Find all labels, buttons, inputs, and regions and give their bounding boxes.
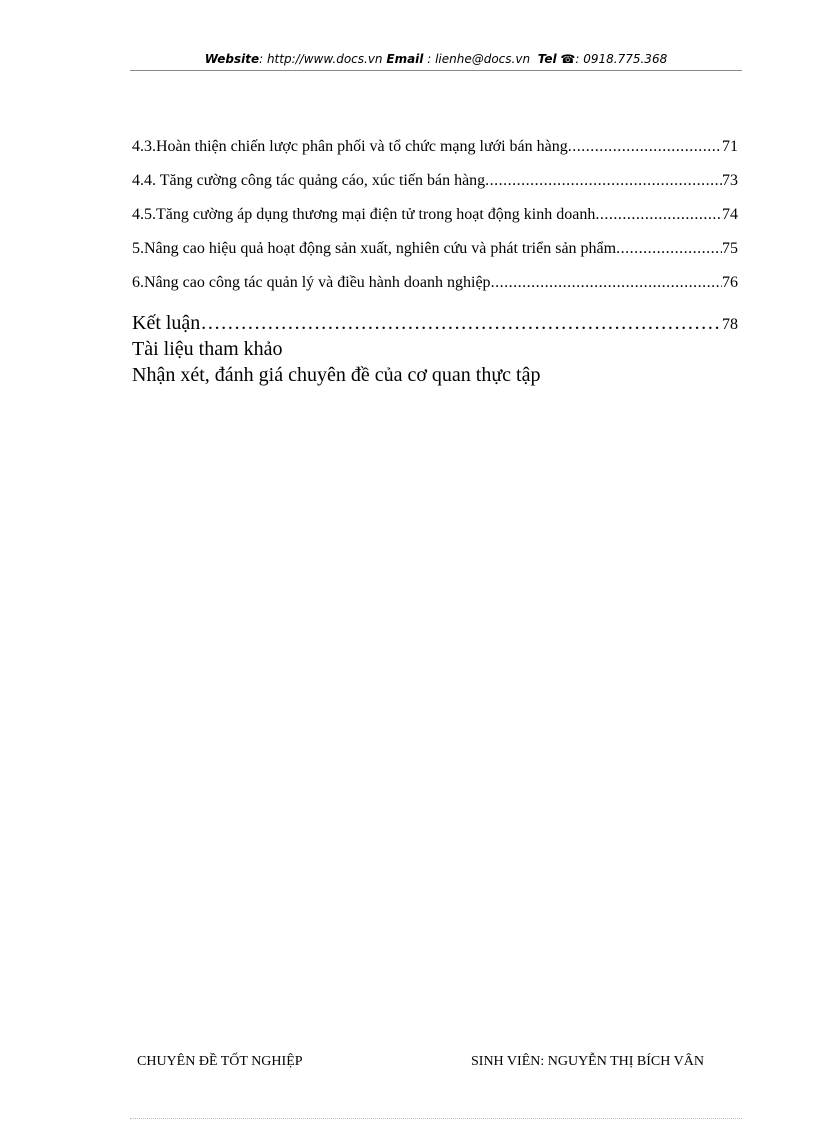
toc-leader-dots xyxy=(616,240,722,258)
toc-entry-page: 73 xyxy=(722,172,738,189)
toc-evaluation: Nhận xét, đánh giá chuyên đề của cơ quan thực tập xyxy=(132,364,541,386)
toc-entry-page: 71 xyxy=(722,138,738,155)
toc-entry-title: 4.4. Tăng cường công tác quảng cáo, xúc tiến bán hàng xyxy=(132,172,486,189)
toc-references: Tài liệu tham khảo xyxy=(132,338,283,360)
toc-entry xyxy=(132,138,738,172)
phone-number: : 0918.775.368 xyxy=(575,52,668,66)
footer-document-type: CHUYÊN ĐỀ TỐT NGHIỆP xyxy=(137,1054,303,1069)
header-divider xyxy=(130,70,742,71)
toc-entry-title: 4.5.Tăng cường áp dụng thương mại điện tử trong hoạt động kinh doanh xyxy=(132,206,596,223)
bottom-divider xyxy=(130,1118,742,1119)
toc-conclusion xyxy=(132,312,738,338)
toc-leader-dots xyxy=(200,312,722,335)
toc-entry-title: 4.3.Hoàn thiện chiến lược phân phối và tổ chức mạng lưới bán hàng xyxy=(132,138,568,155)
toc-entry xyxy=(132,206,738,240)
email-label: Email xyxy=(386,52,424,66)
toc-entry xyxy=(132,240,738,274)
toc-entry xyxy=(132,274,738,308)
tel-label: Tel xyxy=(537,52,557,66)
email-address[interactable]: lienhe@docs.vn xyxy=(435,52,531,66)
page-header xyxy=(130,50,742,68)
toc-entry-page: 74 xyxy=(722,206,738,223)
website-label: Website xyxy=(204,52,260,66)
footer-student-name: SINH VIÊN: NGUYỄN THỊ BÍCH VÂN xyxy=(471,1054,704,1069)
toc-entry xyxy=(132,172,738,206)
website-url[interactable]: http://www.docs.vn xyxy=(266,52,383,66)
website-separator: : xyxy=(259,52,267,66)
toc-leader-dots xyxy=(595,206,722,224)
toc-conclusion-page: 78 xyxy=(722,316,738,333)
toc-conclusion-title: Kết luận xyxy=(132,312,201,334)
email-separator: : xyxy=(423,52,436,66)
toc-entry-title: 5.Nâng cao hiệu quả hoạt động sản xuất, nghiên cứu và phát triển sản phẩm xyxy=(132,240,617,257)
toc-leader-dots xyxy=(491,274,722,292)
table-of-contents xyxy=(132,138,738,390)
toc-entry-page: 75 xyxy=(722,240,738,257)
toc-leader-dots xyxy=(485,172,722,190)
toc-entry-page: 76 xyxy=(722,274,738,291)
toc-leader-dots xyxy=(568,138,722,156)
toc-entry-title: 6.Nâng cao công tác quản lý và điều hành doanh nghiệp xyxy=(132,274,491,291)
phone-icon: ☎ xyxy=(560,52,576,66)
